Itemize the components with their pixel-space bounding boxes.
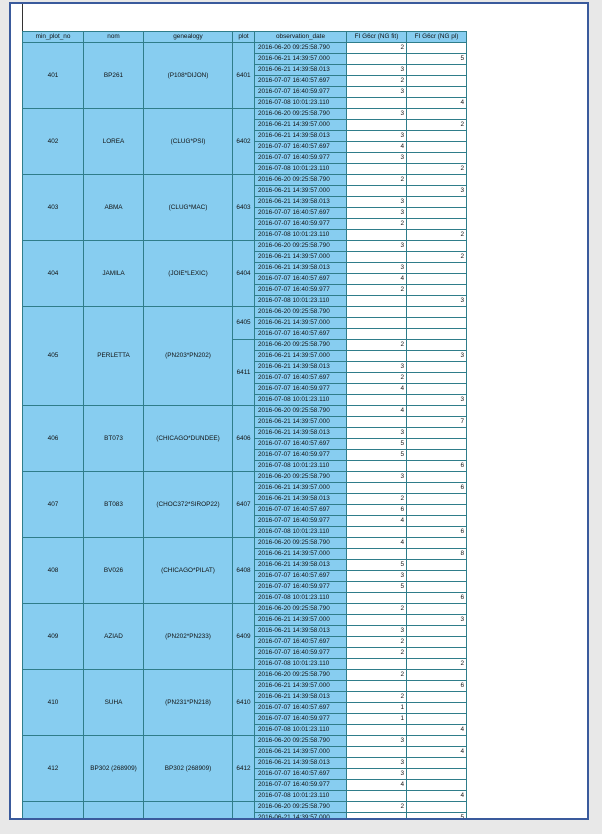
fi-ng-fit-cell: 2 (347, 670, 407, 681)
nom-cell (84, 802, 144, 819)
fi-ng-pl-cell (407, 307, 467, 318)
fi-ng-pl-cell (407, 263, 467, 274)
observation-date-cell: 2016-07-07 16:40:59.977 (255, 516, 347, 527)
observation-date-cell: 2016-07-07 16:40:59.977 (255, 219, 347, 230)
fi-ng-fit-cell (347, 747, 407, 758)
observation-date-cell: 2016-07-07 16:40:57.697 (255, 505, 347, 516)
fi-ng-pl-cell (407, 494, 467, 505)
fi-ng-fit-cell (347, 54, 407, 65)
fi-ng-pl-cell (407, 329, 467, 340)
observation-date-cell: 2016-06-21 14:39:57.000 (255, 186, 347, 197)
fi-ng-pl-cell (407, 736, 467, 747)
fi-ng-pl-cell (407, 373, 467, 384)
genealogy-cell (144, 802, 233, 819)
nom-cell: LOREA (84, 109, 144, 175)
observation-date-cell: 2016-06-21 14:39:58.013 (255, 560, 347, 571)
fi-ng-fit-cell: 3 (347, 263, 407, 274)
observation-date-cell: 2016-07-07 16:40:59.977 (255, 153, 347, 164)
fi-ng-pl-cell (407, 450, 467, 461)
fi-ng-fit-cell: 3 (347, 87, 407, 98)
min-plot-no-cell: 407 (23, 472, 84, 538)
fi-ng-pl-cell (407, 692, 467, 703)
observation-date-cell: 2016-07-08 10:01:23.110 (255, 659, 347, 670)
col-header-observation-date: observation_date (255, 32, 347, 43)
observation-date-cell: 2016-07-07 16:40:57.697 (255, 637, 347, 648)
table-row (23, 307, 467, 318)
fi-ng-pl-cell (407, 241, 467, 252)
nom-cell: BP261 (84, 43, 144, 109)
observation-date-cell: 2016-06-20 09:25:58.790 (255, 241, 347, 252)
fi-ng-fit-cell (347, 329, 407, 340)
table-row (23, 538, 467, 549)
fi-ng-pl-cell: 4 (407, 725, 467, 736)
fi-ng-pl-cell (407, 571, 467, 582)
table-row (23, 670, 467, 681)
fi-ng-fit-cell (347, 791, 407, 802)
fi-ng-fit-cell: 2 (347, 604, 407, 615)
plot-cell: 6411 (233, 340, 255, 406)
observation-date-cell: 2016-07-07 16:40:59.977 (255, 714, 347, 725)
fi-ng-fit-cell (347, 395, 407, 406)
nom-cell: SUHA (84, 670, 144, 736)
nom-cell: BT083 (84, 472, 144, 538)
plot-cell: 6412 (233, 736, 255, 802)
fi-ng-pl-cell (407, 109, 467, 120)
fi-ng-fit-cell: 3 (347, 736, 407, 747)
observation-date-cell: 2016-06-21 14:39:58.013 (255, 692, 347, 703)
fi-ng-pl-cell (407, 802, 467, 813)
col-header-fi-ng-pl: FI G6cr (NG pl) (407, 32, 467, 43)
fi-ng-fit-cell (347, 252, 407, 263)
observation-date-cell: 2016-06-21 14:39:58.013 (255, 263, 347, 274)
fi-ng-pl-cell: 6 (407, 681, 467, 692)
observation-date-cell: 2016-07-07 16:40:57.697 (255, 274, 347, 285)
fi-ng-fit-cell (347, 98, 407, 109)
observation-date-cell: 2016-06-20 09:25:58.790 (255, 340, 347, 351)
table-row (23, 175, 467, 186)
col-header-genealogy: genealogy (144, 32, 233, 43)
fi-ng-fit-cell: 2 (347, 802, 407, 813)
genealogy-cell: BP302 (268909) (144, 736, 233, 802)
observation-date-cell: 2016-06-21 14:39:57.000 (255, 747, 347, 758)
observation-date-cell: 2016-07-08 10:01:23.110 (255, 725, 347, 736)
fi-ng-fit-cell: 3 (347, 197, 407, 208)
min-plot-no-cell: 412 (23, 736, 84, 802)
fi-ng-fit-cell: 3 (347, 65, 407, 76)
fi-ng-pl-cell (407, 769, 467, 780)
fi-ng-pl-cell (407, 670, 467, 681)
observation-date-cell: 2016-06-21 14:39:58.013 (255, 758, 347, 769)
fi-ng-fit-cell: 3 (347, 571, 407, 582)
fi-ng-fit-cell: 4 (347, 274, 407, 285)
fi-ng-fit-cell (347, 527, 407, 538)
fi-ng-pl-cell (407, 76, 467, 87)
col-header-nom: nom (84, 32, 144, 43)
fi-ng-pl-cell (407, 197, 467, 208)
observation-date-cell: 2016-06-20 09:25:58.790 (255, 670, 347, 681)
plot-cell: 6402 (233, 109, 255, 175)
fi-ng-pl-cell: 5 (407, 813, 467, 819)
fi-ng-fit-cell (347, 164, 407, 175)
observation-date-cell: 2016-07-07 16:40:59.977 (255, 780, 347, 791)
min-plot-no-cell: 406 (23, 406, 84, 472)
genealogy-cell: (PN231*PN218) (144, 670, 233, 736)
observation-date-cell: 2016-06-21 14:39:58.013 (255, 428, 347, 439)
observation-date-cell: 2016-07-08 10:01:23.110 (255, 593, 347, 604)
fi-ng-fit-cell: 1 (347, 714, 407, 725)
genealogy-cell: (PN202*PN233) (144, 604, 233, 670)
fi-ng-pl-cell (407, 604, 467, 615)
observation-date-cell: 2016-06-21 14:39:57.000 (255, 252, 347, 263)
fi-ng-fit-cell: 3 (347, 472, 407, 483)
observation-date-cell: 2016-07-07 16:40:57.697 (255, 142, 347, 153)
fi-ng-fit-cell: 2 (347, 340, 407, 351)
min-plot-no-cell: 401 (23, 43, 84, 109)
nom-cell: JAMILA (84, 241, 144, 307)
fi-ng-fit-cell: 4 (347, 142, 407, 153)
observation-date-cell: 2016-07-07 16:40:57.697 (255, 373, 347, 384)
fi-ng-pl-cell: 6 (407, 527, 467, 538)
observation-date-cell: 2016-07-07 16:40:57.697 (255, 329, 347, 340)
fi-ng-fit-cell (347, 186, 407, 197)
min-plot-no-cell: 409 (23, 604, 84, 670)
observation-date-cell: 2016-06-21 14:39:57.000 (255, 813, 347, 819)
fi-ng-pl-cell: 7 (407, 417, 467, 428)
fi-ng-fit-cell: 2 (347, 373, 407, 384)
plot-cell: 6410 (233, 670, 255, 736)
observation-date-cell: 2016-06-21 14:39:57.000 (255, 615, 347, 626)
observation-date-cell: 2016-06-21 14:39:58.013 (255, 362, 347, 373)
page-content (11, 4, 587, 818)
fi-ng-pl-cell (407, 43, 467, 54)
fi-ng-pl-cell (407, 406, 467, 417)
fi-ng-pl-cell (407, 626, 467, 637)
observation-date-cell: 2016-06-21 14:39:58.013 (255, 65, 347, 76)
fi-ng-fit-cell: 3 (347, 208, 407, 219)
fi-ng-fit-cell (347, 615, 407, 626)
fi-ng-pl-cell: 6 (407, 483, 467, 494)
fi-ng-fit-cell (347, 318, 407, 329)
fi-ng-fit-cell: 2 (347, 43, 407, 54)
fi-ng-fit-cell (347, 120, 407, 131)
observation-date-cell: 2016-06-20 09:25:58.790 (255, 109, 347, 120)
fi-ng-pl-cell (407, 175, 467, 186)
fi-ng-pl-cell (407, 703, 467, 714)
fi-ng-fit-cell: 5 (347, 560, 407, 571)
fi-ng-pl-cell: 3 (407, 186, 467, 197)
observation-date-cell: 2016-06-21 14:39:58.013 (255, 197, 347, 208)
fi-ng-pl-cell (407, 560, 467, 571)
fi-ng-pl-cell: 4 (407, 98, 467, 109)
fi-ng-fit-cell: 3 (347, 109, 407, 120)
nom-cell: BT073 (84, 406, 144, 472)
plot-cell: 6407 (233, 472, 255, 538)
fi-ng-fit-cell (347, 725, 407, 736)
fi-ng-fit-cell (347, 461, 407, 472)
plot-cell: 6401 (233, 43, 255, 109)
fi-ng-pl-cell (407, 439, 467, 450)
fi-ng-fit-cell: 3 (347, 626, 407, 637)
fi-ng-fit-cell (347, 417, 407, 428)
fi-ng-fit-cell (347, 681, 407, 692)
fi-ng-fit-cell: 4 (347, 406, 407, 417)
nom-cell: BV026 (84, 538, 144, 604)
observation-date-cell: 2016-06-20 09:25:58.790 (255, 406, 347, 417)
fi-ng-pl-cell: 3 (407, 615, 467, 626)
table-row (23, 472, 467, 483)
fi-ng-fit-cell (347, 483, 407, 494)
fi-ng-pl-cell (407, 472, 467, 483)
observation-date-cell: 2016-06-21 14:39:58.013 (255, 131, 347, 142)
fi-ng-fit-cell (347, 813, 407, 819)
fi-ng-fit-cell: 2 (347, 219, 407, 230)
observation-date-cell: 2016-07-08 10:01:23.110 (255, 461, 347, 472)
fi-ng-pl-cell: 4 (407, 747, 467, 758)
observation-date-cell: 2016-07-07 16:40:59.977 (255, 87, 347, 98)
observation-date-cell: 2016-06-20 09:25:58.790 (255, 472, 347, 483)
fi-ng-fit-cell: 3 (347, 153, 407, 164)
fi-ng-fit-cell (347, 307, 407, 318)
plot-cell: 6408 (233, 538, 255, 604)
fi-ng-pl-cell (407, 384, 467, 395)
observation-date-cell: 2016-07-07 16:40:57.697 (255, 571, 347, 582)
fi-ng-fit-cell: 6 (347, 505, 407, 516)
observation-date-cell: 2016-06-20 09:25:58.790 (255, 604, 347, 615)
observation-date-cell: 2016-07-08 10:01:23.110 (255, 791, 347, 802)
fi-ng-pl-cell: 2 (407, 252, 467, 263)
table-row (23, 736, 467, 747)
fi-ng-pl-cell: 2 (407, 120, 467, 131)
observation-date-cell: 2016-06-21 14:39:57.000 (255, 483, 347, 494)
fi-ng-fit-cell (347, 296, 407, 307)
fi-ng-pl-cell: 2 (407, 230, 467, 241)
fi-ng-pl-cell (407, 637, 467, 648)
plot-cell (233, 802, 255, 819)
fi-ng-fit-cell (347, 351, 407, 362)
report-page (9, 2, 589, 820)
fi-ng-pl-cell (407, 758, 467, 769)
fi-ng-pl-cell: 6 (407, 461, 467, 472)
observation-date-cell: 2016-07-08 10:01:23.110 (255, 296, 347, 307)
table-row (23, 802, 467, 813)
genealogy-cell: (CLUG*PSI) (144, 109, 233, 175)
min-plot-no-cell: 408 (23, 538, 84, 604)
fi-ng-pl-cell (407, 65, 467, 76)
col-header-plot: plot (233, 32, 255, 43)
observation-date-cell: 2016-07-08 10:01:23.110 (255, 527, 347, 538)
fi-ng-fit-cell: 1 (347, 703, 407, 714)
min-plot-no-cell: 403 (23, 175, 84, 241)
col-header-min-plot-no: min_plot_no (23, 32, 84, 43)
observations-table (22, 31, 467, 818)
fi-ng-fit-cell (347, 230, 407, 241)
observation-date-cell: 2016-07-08 10:01:23.110 (255, 98, 347, 109)
fi-ng-pl-cell: 3 (407, 395, 467, 406)
fi-ng-fit-cell: 3 (347, 362, 407, 373)
fi-ng-pl-cell (407, 87, 467, 98)
observation-date-cell: 2016-06-20 09:25:58.790 (255, 736, 347, 747)
observation-date-cell: 2016-07-08 10:01:23.110 (255, 164, 347, 175)
fi-ng-pl-cell (407, 131, 467, 142)
fi-ng-fit-cell: 4 (347, 780, 407, 791)
fi-ng-fit-cell: 5 (347, 582, 407, 593)
observation-date-cell: 2016-06-20 09:25:58.790 (255, 43, 347, 54)
fi-ng-fit-cell: 5 (347, 450, 407, 461)
fi-ng-fit-cell: 2 (347, 494, 407, 505)
plot-cell: 6406 (233, 406, 255, 472)
fi-ng-pl-cell (407, 505, 467, 516)
plot-cell: 6405 (233, 307, 255, 340)
observation-date-cell: 2016-06-21 14:39:57.000 (255, 54, 347, 65)
observation-date-cell: 2016-07-08 10:01:23.110 (255, 395, 347, 406)
genealogy-cell: (CHOC372*SIROP22) (144, 472, 233, 538)
observation-date-cell: 2016-07-07 16:40:57.697 (255, 76, 347, 87)
min-plot-no-cell: 402 (23, 109, 84, 175)
fi-ng-fit-cell: 2 (347, 285, 407, 296)
fi-ng-pl-cell (407, 780, 467, 791)
genealogy-cell: (PN203*PN202) (144, 307, 233, 406)
fi-ng-fit-cell: 2 (347, 692, 407, 703)
fi-ng-pl-cell: 2 (407, 164, 467, 175)
min-plot-no-cell: 404 (23, 241, 84, 307)
min-plot-no-cell: 405 (23, 307, 84, 406)
nom-cell: BP302 (268909) (84, 736, 144, 802)
observation-date-cell: 2016-06-21 14:39:58.013 (255, 494, 347, 505)
fi-ng-fit-cell: 2 (347, 648, 407, 659)
observation-date-cell: 2016-07-07 16:40:59.977 (255, 384, 347, 395)
fi-ng-fit-cell: 3 (347, 131, 407, 142)
fi-ng-fit-cell (347, 593, 407, 604)
table-row (23, 604, 467, 615)
fi-ng-pl-cell (407, 142, 467, 153)
fi-ng-fit-cell: 2 (347, 175, 407, 186)
fi-ng-pl-cell (407, 362, 467, 373)
fi-ng-pl-cell: 6 (407, 593, 467, 604)
fi-ng-pl-cell (407, 648, 467, 659)
fi-ng-fit-cell: 3 (347, 758, 407, 769)
fi-ng-pl-cell: 4 (407, 791, 467, 802)
fi-ng-pl-cell (407, 714, 467, 725)
fi-ng-pl-cell: 3 (407, 351, 467, 362)
observation-date-cell: 2016-06-20 09:25:58.790 (255, 802, 347, 813)
fi-ng-fit-cell: 4 (347, 538, 407, 549)
min-plot-no-cell (23, 802, 84, 819)
fi-ng-pl-cell (407, 428, 467, 439)
genealogy-cell: (JOIE*LEXIC) (144, 241, 233, 307)
fi-ng-pl-cell (407, 219, 467, 230)
observation-date-cell: 2016-07-07 16:40:57.697 (255, 703, 347, 714)
header-row (23, 32, 467, 43)
nom-cell: ABMA (84, 175, 144, 241)
genealogy-cell: (CHICAGO*PILAT) (144, 538, 233, 604)
observation-date-cell: 2016-06-21 14:39:58.013 (255, 626, 347, 637)
observation-date-cell: 2016-07-07 16:40:57.697 (255, 208, 347, 219)
fi-ng-fit-cell: 4 (347, 516, 407, 527)
fi-ng-fit-cell: 2 (347, 637, 407, 648)
observation-date-cell: 2016-07-07 16:40:57.697 (255, 439, 347, 450)
fi-ng-pl-cell (407, 582, 467, 593)
genealogy-cell: (CHICAGO*DUNDEE) (144, 406, 233, 472)
fi-ng-fit-cell (347, 659, 407, 670)
observation-date-cell: 2016-06-21 14:39:57.000 (255, 417, 347, 428)
col-header-fi-ng-fit: FI G6cr (NG fit) (347, 32, 407, 43)
fi-ng-pl-cell (407, 153, 467, 164)
plot-cell: 6403 (233, 175, 255, 241)
genealogy-cell: (CLUG*MAC) (144, 175, 233, 241)
fi-ng-pl-cell: 3 (407, 296, 467, 307)
fi-ng-fit-cell: 4 (347, 384, 407, 395)
table-row (23, 109, 467, 120)
fi-ng-pl-cell: 2 (407, 659, 467, 670)
nom-cell: AZIAD (84, 604, 144, 670)
observation-date-cell: 2016-06-21 14:39:57.000 (255, 318, 347, 329)
table-row (23, 241, 467, 252)
table-body (23, 43, 467, 819)
fi-ng-pl-cell: 8 (407, 549, 467, 560)
observation-date-cell: 2016-06-21 14:39:57.000 (255, 120, 347, 131)
observation-date-cell: 2016-07-07 16:40:59.977 (255, 285, 347, 296)
fi-ng-pl-cell (407, 516, 467, 527)
fi-ng-fit-cell: 3 (347, 769, 407, 780)
fi-ng-pl-cell (407, 318, 467, 329)
fi-ng-pl-cell (407, 274, 467, 285)
fi-ng-fit-cell: 3 (347, 241, 407, 252)
observation-date-cell: 2016-07-07 16:40:59.977 (255, 648, 347, 659)
observation-date-cell: 2016-06-20 09:25:58.790 (255, 175, 347, 186)
fi-ng-fit-cell (347, 549, 407, 560)
fi-ng-pl-cell (407, 538, 467, 549)
observation-date-cell: 2016-07-07 16:40:59.977 (255, 450, 347, 461)
nom-cell: PERLETTA (84, 307, 144, 406)
fi-ng-fit-cell: 3 (347, 428, 407, 439)
plot-cell: 6409 (233, 604, 255, 670)
fi-ng-fit-cell: 2 (347, 76, 407, 87)
observation-date-cell: 2016-07-07 16:40:57.697 (255, 769, 347, 780)
observation-date-cell: 2016-06-21 14:39:57.000 (255, 549, 347, 560)
fi-ng-pl-cell (407, 208, 467, 219)
genealogy-cell: (P108*DIJON) (144, 43, 233, 109)
fi-ng-pl-cell (407, 285, 467, 296)
min-plot-no-cell: 410 (23, 670, 84, 736)
observation-date-cell: 2016-07-08 10:01:23.110 (255, 230, 347, 241)
observation-date-cell: 2016-06-20 09:25:58.790 (255, 538, 347, 549)
observation-date-cell: 2016-06-21 14:39:57.000 (255, 351, 347, 362)
table-row (23, 406, 467, 417)
plot-cell: 6404 (233, 241, 255, 307)
fi-ng-fit-cell: 5 (347, 439, 407, 450)
fi-ng-pl-cell: 5 (407, 54, 467, 65)
table-row (23, 43, 467, 54)
fi-ng-pl-cell (407, 340, 467, 351)
observation-date-cell: 2016-07-07 16:40:59.977 (255, 582, 347, 593)
observation-date-cell: 2016-06-21 14:39:57.000 (255, 681, 347, 692)
observation-date-cell: 2016-06-20 09:25:58.790 (255, 307, 347, 318)
